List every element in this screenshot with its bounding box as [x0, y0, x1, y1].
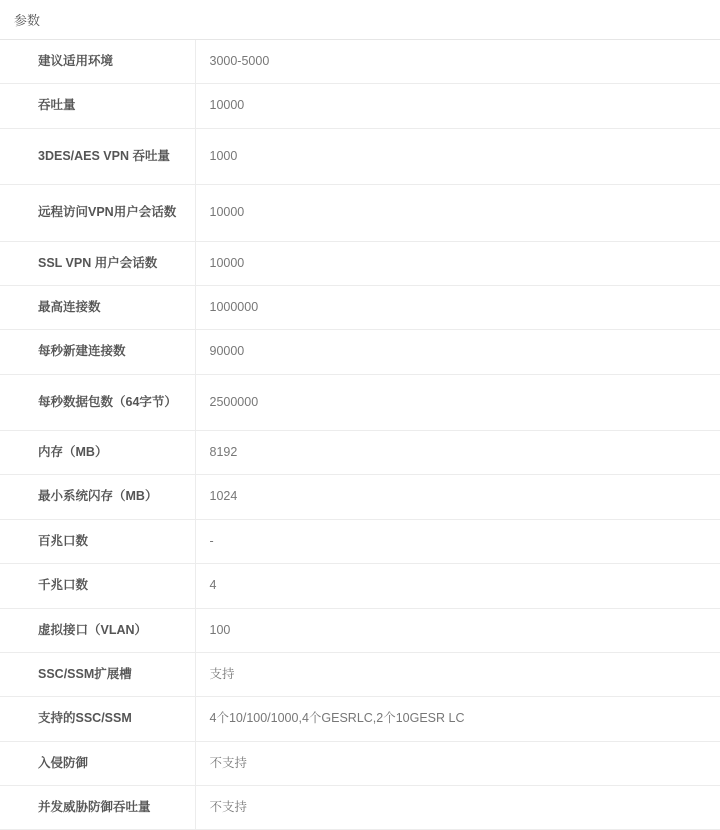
spec-label: 每秒数据包数（64字节）: [0, 374, 195, 430]
spec-value: 支持: [195, 652, 720, 696]
spec-label: SSL VPN 用户会话数: [0, 241, 195, 285]
spec-value: 3000-5000: [195, 40, 720, 84]
spec-value: 90000: [195, 330, 720, 374]
spec-value: 2500000: [195, 374, 720, 430]
spec-value: 4个10/100/1000,4个GESRLC,2个10GESR LC: [195, 697, 720, 741]
spec-label: 百兆口数: [0, 519, 195, 563]
spec-label: 支持的SSC/SSM: [0, 697, 195, 741]
spec-label: 每秒新建连接数: [0, 330, 195, 374]
spec-label: 入侵防御: [0, 741, 195, 785]
spec-value: 10000: [195, 185, 720, 241]
table-row: [0, 330, 720, 374]
section-title: 参数: [0, 0, 720, 40]
table-row: [0, 241, 720, 285]
table-row: [0, 697, 720, 741]
spec-value: 不支持: [195, 741, 720, 785]
spec-label: 虚拟接口（VLAN）: [0, 608, 195, 652]
table-row: [0, 84, 720, 128]
table-row: [0, 564, 720, 608]
spec-label: 内存（MB）: [0, 431, 195, 475]
spec-label: 远程访问VPN用户会话数: [0, 185, 195, 241]
spec-label: 最高连接数: [0, 285, 195, 329]
table-row: [0, 285, 720, 329]
table-row: [0, 652, 720, 696]
spec-label: 并发威胁防御吞吐量: [0, 786, 195, 830]
spec-value: 10000: [195, 84, 720, 128]
spec-label: 最小系统闪存（MB）: [0, 475, 195, 519]
spec-value: 不支持: [195, 786, 720, 830]
table-row: [0, 475, 720, 519]
spec-label: 吞吐量: [0, 84, 195, 128]
spec-value: 10000: [195, 241, 720, 285]
table-row: [0, 608, 720, 652]
spec-value: 1000: [195, 128, 720, 184]
table-row: [0, 431, 720, 475]
spec-value: 1024: [195, 475, 720, 519]
spec-label: SSC/SSM扩展槽: [0, 652, 195, 696]
spec-label: 3DES/AES VPN 吞吐量: [0, 128, 195, 184]
table-row: [0, 519, 720, 563]
spec-value: 4: [195, 564, 720, 608]
spec-value: 100: [195, 608, 720, 652]
spec-label: 建议适用环境: [0, 40, 195, 84]
table-row: [0, 786, 720, 830]
table-row: [0, 185, 720, 241]
spec-value: -: [195, 519, 720, 563]
table-header-row: [0, 0, 720, 40]
spec-value: 1000000: [195, 285, 720, 329]
table-row: [0, 374, 720, 430]
spec-label: 千兆口数: [0, 564, 195, 608]
table-row: [0, 40, 720, 84]
table-row: [0, 741, 720, 785]
table-row: [0, 128, 720, 184]
spec-value: 8192: [195, 431, 720, 475]
